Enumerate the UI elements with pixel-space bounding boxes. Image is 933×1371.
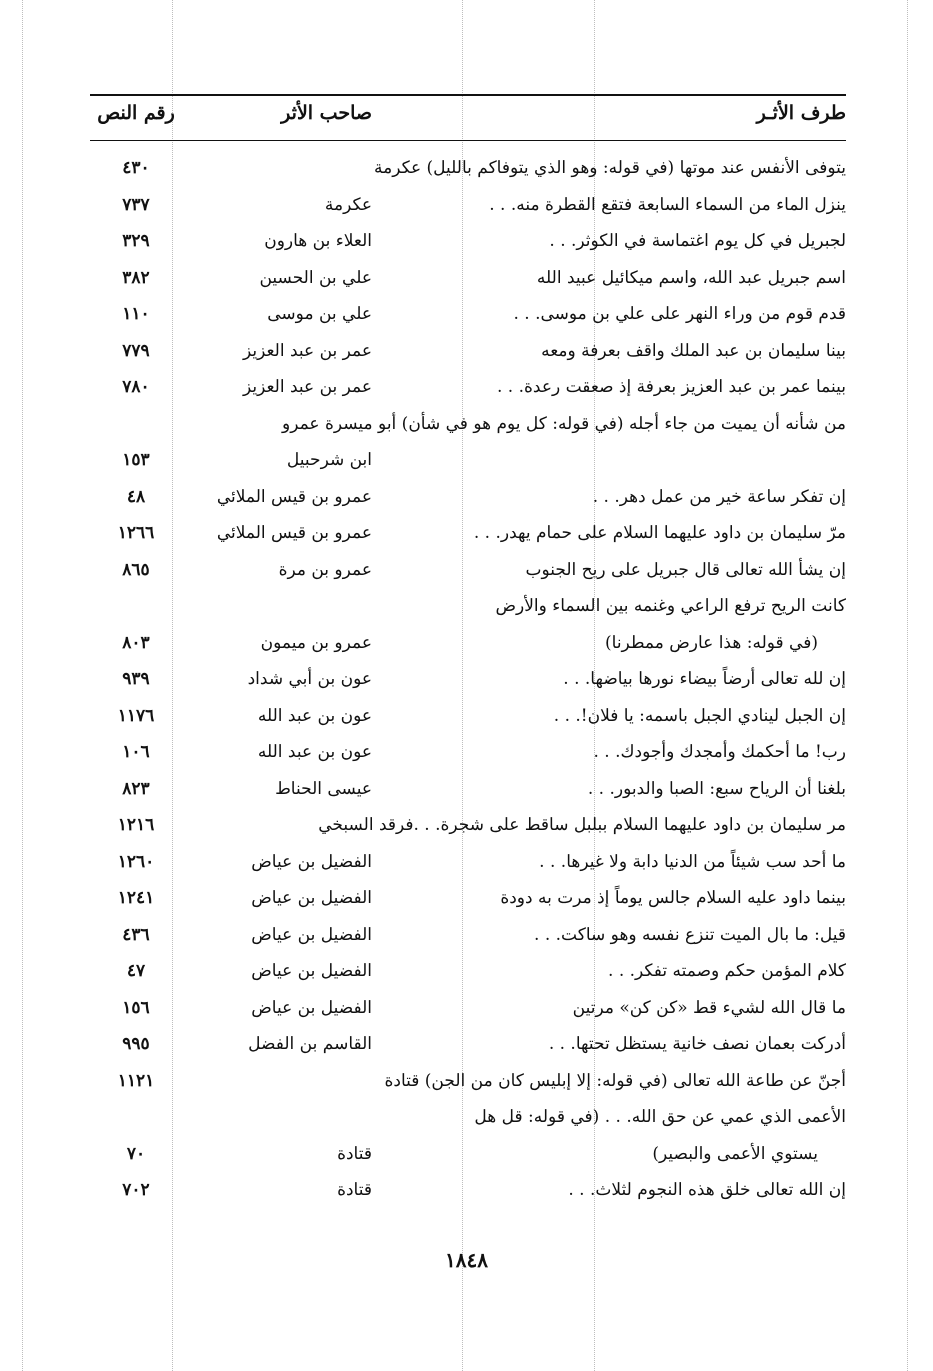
row-text: (في قوله: هذا عارض ممطرنا) — [605, 632, 818, 653]
row-number: ٧٠ — [126, 1143, 146, 1164]
table-row — [90, 771, 846, 808]
row-text: بينما داود عليه السلام جالس يوماً إذ مرت به دودة — [500, 888, 846, 908]
row-author: العلاء بن هارون — [264, 231, 372, 251]
table-row — [90, 1136, 846, 1173]
row-text: أدركت بعمان نصف خانية يستظل تحتها. . . — [548, 1034, 846, 1054]
top-rule — [90, 94, 846, 96]
table-row — [90, 296, 846, 333]
scan-guide-line — [907, 0, 908, 1371]
row-text: بينا سليمان بن عبد الملك واقف بعرفة ومعه — [541, 340, 846, 361]
table-row — [90, 1026, 846, 1063]
row-number: ١٠٦ — [122, 742, 150, 762]
table-row — [90, 588, 846, 625]
row-number: ٤٨ — [126, 486, 146, 507]
table-row — [90, 333, 846, 370]
index-rows — [90, 150, 846, 1209]
row-text: مرّ سليمان بن داود عليهما السلام على حمام يهدر. . . — [473, 523, 846, 543]
row-number: ١٢٦٠ — [117, 851, 155, 872]
row-number: ٩٩٥ — [122, 1034, 150, 1054]
table-row — [90, 150, 846, 187]
table-row — [90, 406, 846, 443]
row-text: اسم جبريل عبد الله، واسم ميكائيل عبيد الله — [536, 267, 846, 288]
table-row — [90, 552, 846, 589]
row-author: عون بن عبد الله — [257, 742, 372, 762]
row-text: ينزل الماء من السماء السابعة فتقع القطرة منه. . . — [489, 194, 846, 215]
row-text: بينما عمر بن عبد العزيز بعرفة إذ صعقت رعدة. . . — [496, 377, 846, 397]
row-number: ٤٧ — [126, 961, 146, 981]
row-number: ١١٠ — [122, 304, 150, 324]
row-author: قتادة — [337, 1143, 372, 1164]
table-row — [90, 844, 846, 881]
row-author: عمرو بن قيس الملائي — [216, 523, 372, 543]
row-number: ٧٠٢ — [122, 1180, 150, 1200]
row-number: ٨٦٥ — [122, 559, 150, 580]
row-text: كلام المؤمن حكم وصمته تفكر. . . — [608, 961, 846, 981]
header-number-column: رقم النص — [97, 102, 175, 124]
row-author: الفضيل بن عياض — [251, 851, 372, 872]
row-text: إن لله تعالى أرضاً بيضاء نورها بياضها. . . — [563, 669, 846, 689]
row-number: ١٢٤١ — [117, 888, 155, 908]
row-text: ما قال الله لشيء قط «كن كن» مرتين — [572, 997, 846, 1018]
row-number: ٧٨٠ — [122, 377, 150, 397]
table-row — [90, 734, 846, 771]
table-header — [90, 100, 846, 136]
header-author-column: صاحب الأثر — [281, 102, 372, 124]
row-text: رب! ما أحكمك وأمجدك وأجودك. . . — [593, 742, 846, 762]
row-number: ١١٧٦ — [117, 705, 155, 726]
row-author: عمر بن عبد العزيز — [242, 340, 372, 361]
row-author: عمرو بن مرة — [278, 559, 372, 580]
row-text: إن تفكر ساعة خير من عمل دهر. . . — [592, 486, 846, 507]
table-row — [90, 515, 846, 552]
row-number: ٣٢٩ — [122, 231, 150, 251]
row-text: مر سليمان بن داود عليهما السلام ببلبل ساقط على شجرة. . .فرقد السبخي — [318, 815, 846, 835]
table-row — [90, 880, 846, 917]
table-row — [90, 1172, 846, 1209]
row-text: يتوفى الأنفس عند موتها (في قوله: وهو الذي يتوفاكم بالليل) عكرمة — [373, 158, 846, 178]
row-text: بلغنا أن الرياح سبع: الصبا والدبور. . . — [587, 778, 846, 799]
row-number: ٣٨٢ — [122, 267, 150, 288]
table-row — [90, 479, 846, 516]
row-author: الفضيل بن عياض — [251, 888, 372, 908]
row-number: ١٢٦٦ — [117, 523, 155, 543]
table-row — [90, 698, 846, 735]
row-number: ١٢١٦ — [117, 815, 155, 835]
row-text: إن يشأ الله تعالى قال جبريل على ريح الجنوب — [525, 559, 846, 580]
row-text: قيل: ما بال الميت تنزع نفسه وهو ساكت. . . — [534, 924, 846, 945]
table-row — [90, 917, 846, 954]
row-text: إن الجبل لينادي الجبل باسمه: يا فلان!. . . — [553, 705, 846, 726]
row-text: يستوي الأعمى والبصير) — [652, 1143, 818, 1164]
row-number: ٤٣٠ — [122, 158, 150, 178]
row-author: القاسم بن الفضل — [248, 1034, 372, 1054]
row-number: ٧٣٧ — [122, 194, 150, 215]
table-row — [90, 953, 846, 990]
row-author: ابن شرحبيل — [286, 450, 372, 470]
row-author: عمرو بن قيس الملائي — [216, 486, 372, 507]
row-text: من شأنه أن يميت من جاء أجله (في قوله: كل يوم هو في شأن) أبو ميسرة عمرو — [281, 413, 846, 434]
row-text: إن الله تعالى خلق هذه النجوم لثلاث. . . — [568, 1180, 846, 1200]
row-author: علي بن الحسين — [259, 267, 372, 288]
row-number: ٨٢٣ — [122, 778, 150, 799]
row-author: الفضيل بن عياض — [251, 924, 372, 945]
row-author: عمر بن عبد العزيز — [242, 377, 372, 397]
row-text: قدم قوم من وراء النهر على علي بن موسى. . . — [513, 304, 846, 324]
index-page — [90, 94, 846, 1234]
table-row — [90, 369, 846, 406]
scan-guide-line — [22, 0, 23, 1371]
row-author: قتادة — [337, 1180, 372, 1200]
table-row — [90, 260, 846, 297]
row-number: ١٥٣ — [122, 450, 150, 470]
row-text: كانت الريح ترفع الراعي وغنمه بين السماء والأرض — [495, 596, 846, 616]
row-number: ٩٣٩ — [122, 669, 150, 689]
row-author: الفضيل بن عياض — [251, 961, 372, 981]
row-author: علي بن موسى — [267, 304, 372, 324]
row-number: ٧٧٩ — [122, 340, 150, 361]
header-text-column: طرف الأثـر — [756, 102, 846, 124]
row-author: عكرمة — [324, 194, 372, 215]
table-row — [90, 1063, 846, 1100]
header-rule — [90, 140, 846, 141]
table-row — [90, 990, 846, 1027]
row-number: ١٥٦ — [122, 997, 150, 1018]
row-author: عون بن عبد الله — [257, 705, 372, 726]
row-text: ما أحد سب شيئاً من الدنيا دابة ولا غيرها. . . — [539, 851, 846, 872]
table-row — [90, 625, 846, 662]
row-author: الفضيل بن عياض — [251, 997, 372, 1018]
row-author: عون بن أبي شداد — [247, 669, 372, 689]
row-author: عمرو بن ميمون — [260, 632, 372, 653]
row-text: الأعمى الذي عمي عن حق الله. . . (في قوله: قل هل — [474, 1107, 846, 1127]
table-row — [90, 1099, 846, 1136]
row-text: أجنّ عن طاعة الله تعالى (في قوله: إلا إبليس كان من الجن) قتادة — [384, 1070, 846, 1091]
row-number: ١١٢١ — [117, 1070, 155, 1091]
table-row — [90, 661, 846, 698]
row-number: ٨٠٣ — [122, 632, 150, 653]
table-row — [90, 807, 846, 844]
row-text: لجبريل في كل يوم اغتماسة في الكوثر. . . — [549, 231, 846, 251]
row-author: عيسى الحناط — [275, 778, 372, 799]
page-number: ١٨٤٨ — [445, 1248, 488, 1272]
table-row — [90, 442, 846, 479]
table-row — [90, 223, 846, 260]
row-number: ٤٣٦ — [122, 924, 150, 945]
table-row — [90, 187, 846, 224]
